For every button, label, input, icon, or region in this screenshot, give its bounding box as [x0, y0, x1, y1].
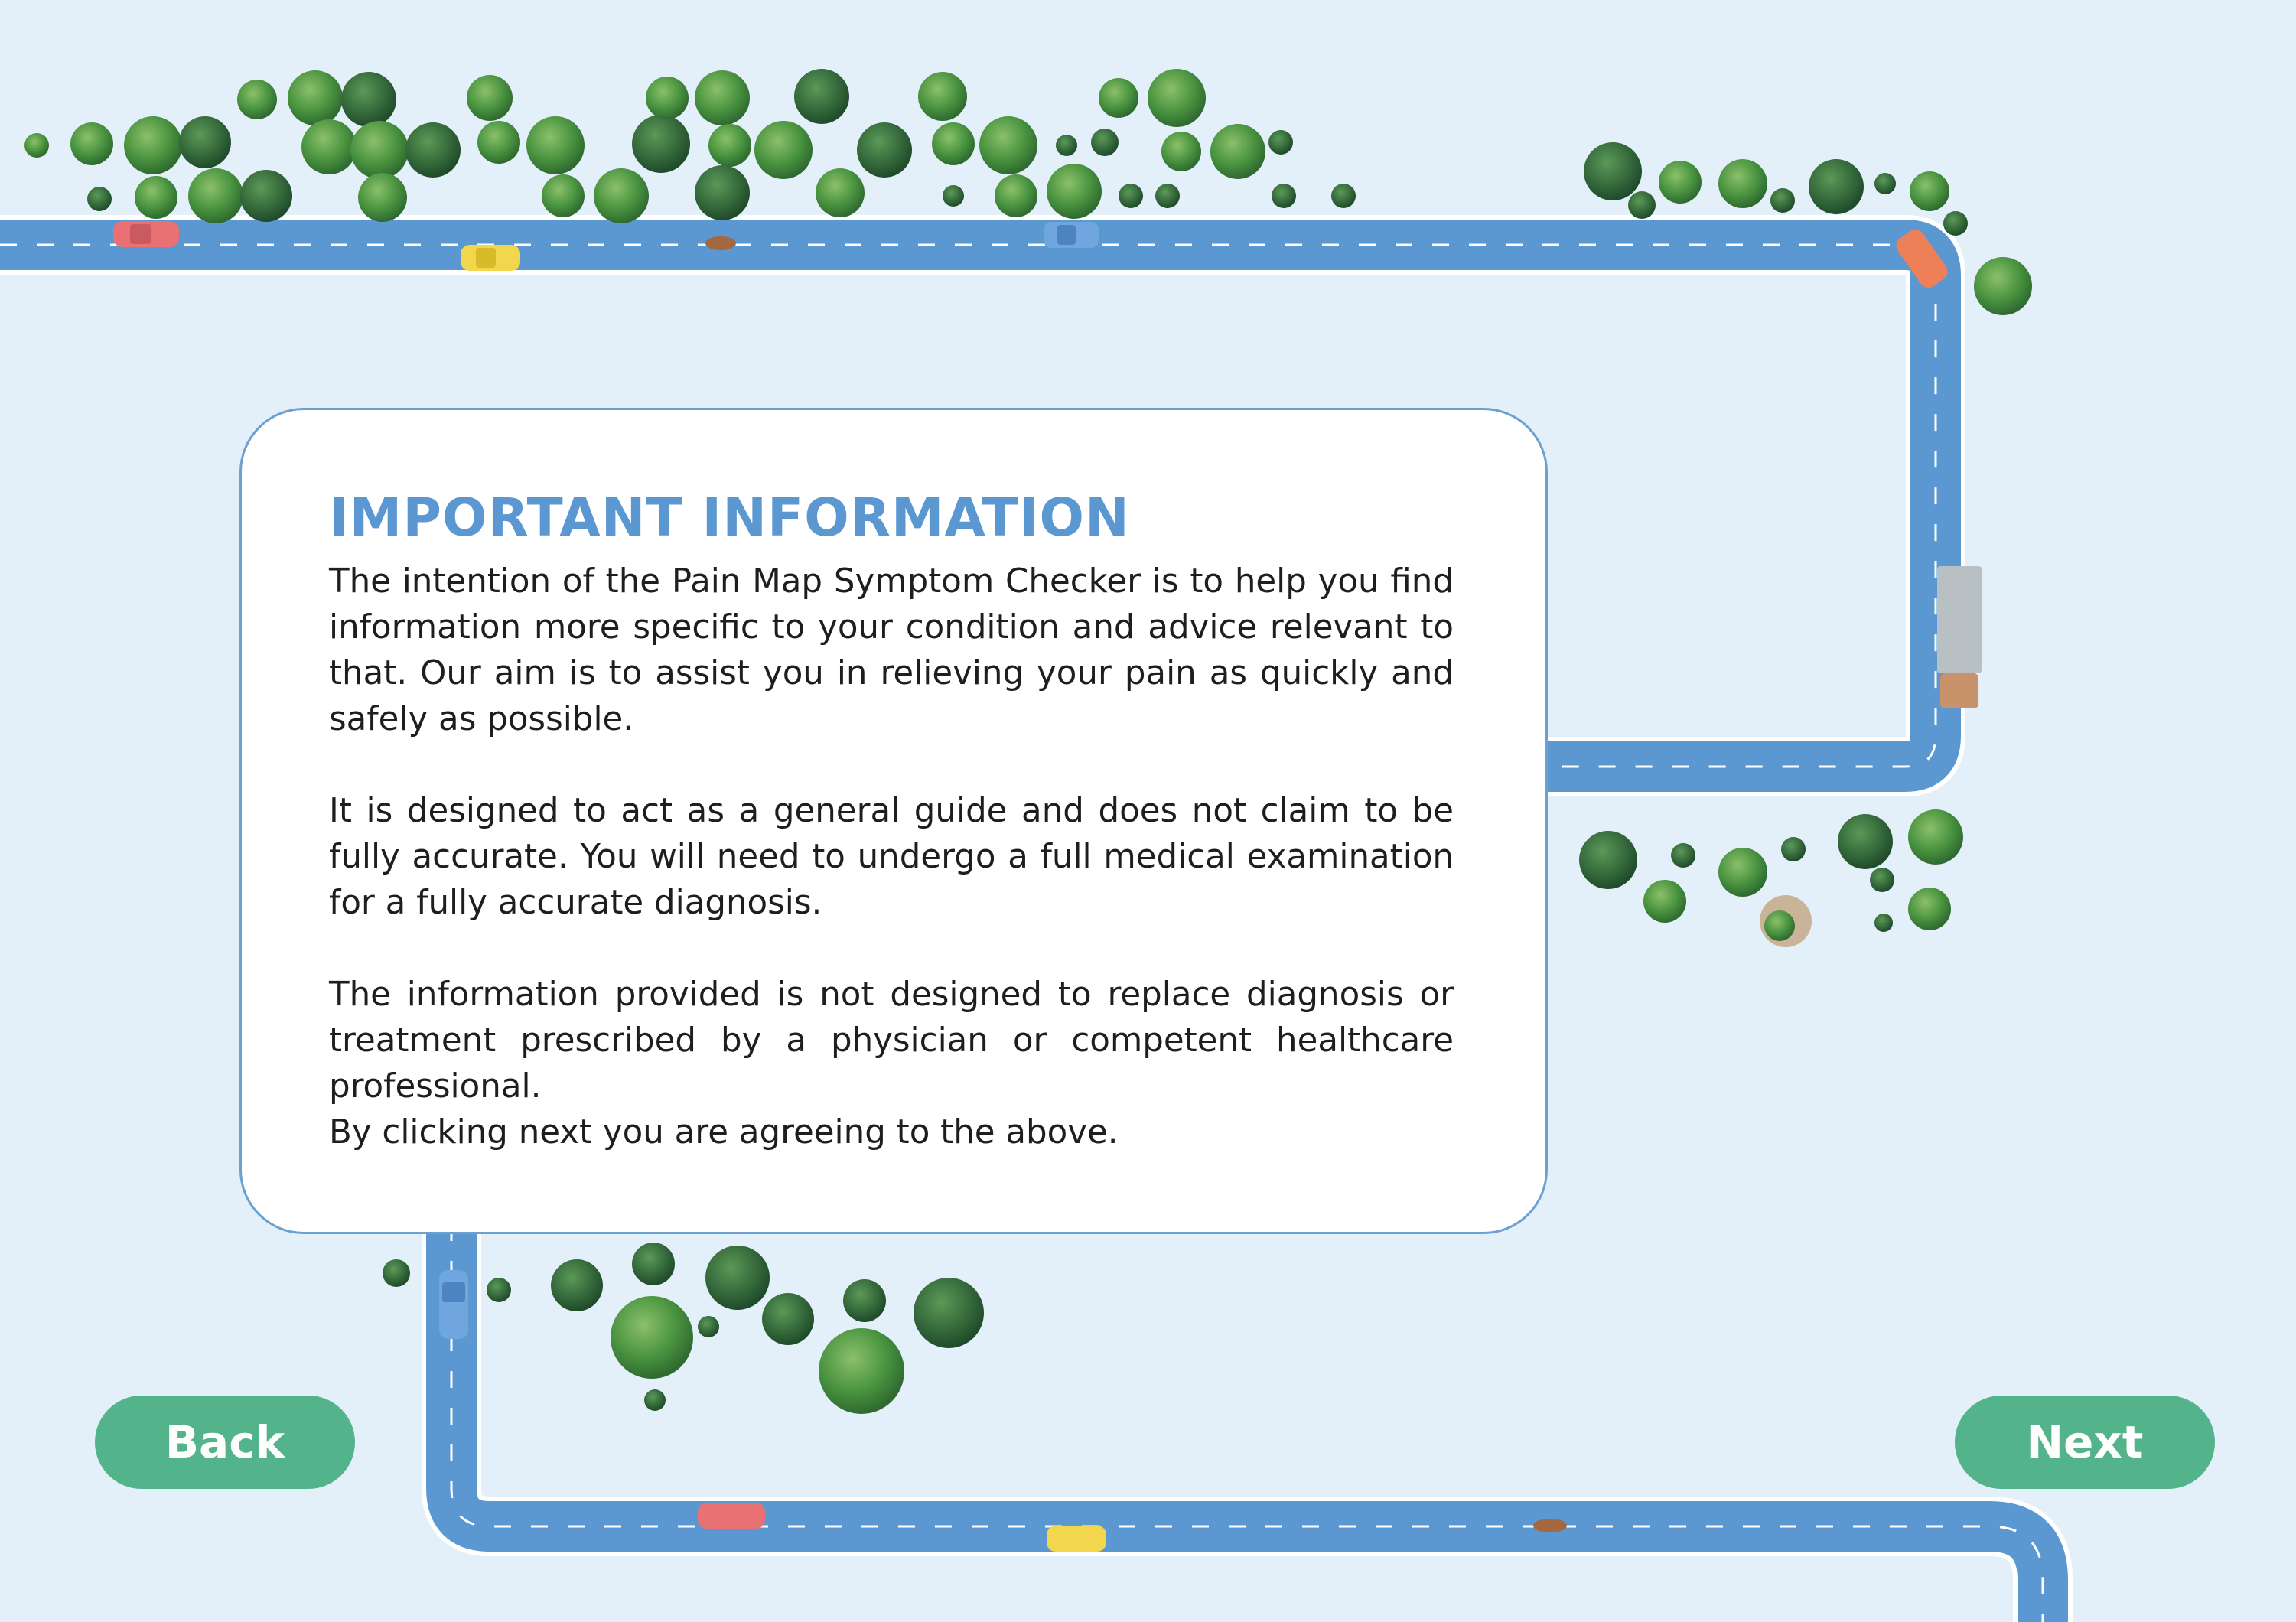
info-paragraph-guide: It is designed to act as a general guide and does not claim to be fully accurate. You will need to undergo a full medical examination for a fully accurate diagnosis.	[329, 792, 1454, 922]
next-button[interactable]: Next	[1955, 1396, 2215, 1489]
info-paragraph-disclaimer: The information provided is not designed to replace diagnosis or treatment prescribed by a physician or competent healthcare professional.	[329, 975, 1454, 1106]
back-button[interactable]: Back	[95, 1396, 355, 1489]
info-paragraph-agreement: By clicking next you are agreeing to the above.	[329, 1113, 1119, 1151]
info-paragraph-intention: The intention of the Pain Map Symptom Checker is to help you find information more specific to your condition and advice relevant to that. Our aim is to assist you in relieving your pain as quickly and safely as possible.	[329, 562, 1454, 738]
important-information-card	[239, 408, 1548, 1234]
important-information-heading: IMPORTANT INFORMATION	[329, 487, 1130, 549]
